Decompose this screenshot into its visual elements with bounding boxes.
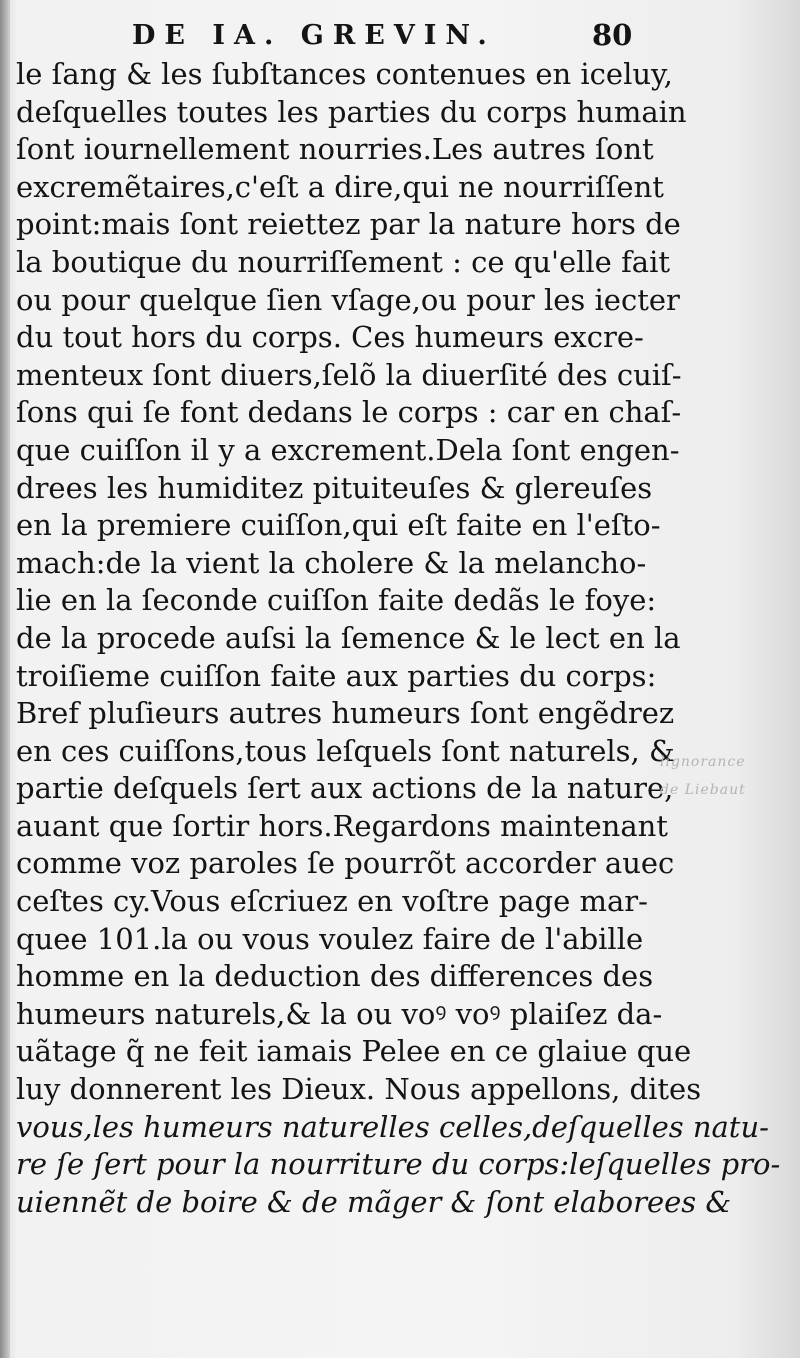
text-line: quee 101.la ou vous voulez faire de l'abille (16, 921, 644, 956)
text-line: deſquelles toutes les parties du corps humain (16, 94, 687, 129)
bleed-text: lignorance (660, 754, 746, 770)
text-line: luy donnerent les Dieux. Nous appellons, dites (16, 1072, 702, 1107)
text-line: mach:de la vient la cholere & la melancho- (16, 545, 647, 580)
page-header (0, 20, 800, 60)
text-line: de la procede auſsi la ſemence & le lect en la (16, 620, 681, 655)
text-line: ceſtes cy.Vous eſcriuez en voſtre page mar- (16, 884, 648, 919)
text-line: que cuiſſon il y a excrement.Dela ſont engen- (16, 432, 680, 467)
bleed-text: de Liebaut (660, 782, 746, 798)
running-head: DE IA. GREVIN. (132, 20, 496, 51)
text-line: Bref pluſieurs autres humeurs ſont engẽdrez (16, 696, 675, 731)
text-line: lie en la ſeconde cuiſſon faite dedãs le foye: (16, 583, 657, 618)
text-line: drees les humiditez pituiteuſes & glereuſes (16, 470, 653, 505)
text-line: troiſieme cuiſſon faite aux parties du corps: (16, 658, 657, 693)
text-line: point:mais ſont reiettez par la nature hors de (16, 207, 681, 242)
text-line: en la premiere cuiſſon,qui eſt faite en l'eſto- (16, 508, 661, 543)
text-line: humeurs naturels,& la ou voꝰ voꝰ plaiſez da- (16, 996, 663, 1031)
text-line: le ſang & les ſubſtances contenues en iceluy, (16, 57, 673, 91)
text-line: partie deſquels ſert aux actions de la nature, (16, 771, 674, 806)
text-line: en ces cuiſſons,tous leſquels ſont naturels, & (16, 733, 675, 768)
text-line: excremẽtaires,c'eſt a dire,qui ne nourriſſent (16, 169, 664, 204)
italic-quote-line: re ſe ſert pour la nourriture du corps:leſquelles pro- (16, 1147, 781, 1182)
text-line: ſons qui ſe font dedans le corps : car en chaſ- (16, 395, 682, 430)
text-line: auant que ſortir hors.Regardons maintenant (16, 808, 668, 843)
text-line: ſont iournellement nourries.Les autres ſont (16, 132, 654, 167)
page-number: 80 (592, 18, 633, 52)
show-through-margin-note (660, 748, 780, 828)
text-line: comme voz paroles ſe pourrõt accorder auec (16, 846, 675, 881)
text-line: uãtage q̃ ne feit iamais Pelee en ce glaiue que (16, 1034, 692, 1069)
text-line: homme en la deduction des differences des (16, 959, 654, 994)
text-line: menteux ſont diuers,ſelõ la diuerſité des cuiſ- (16, 357, 682, 392)
text-line: du tout hors du corps. Ces humeurs excre- (16, 320, 644, 355)
text-line: ou pour quelque ſien vſage,ou pour les iecter (16, 282, 680, 317)
page-gutter-shadow (0, 0, 10, 1358)
italic-quote-line: vous,les humeurs naturelles celles,deſquelles natu- (16, 1109, 769, 1144)
text-line: la boutique du nourriſſement : ce qu'elle fait (16, 244, 671, 279)
italic-quote-line: uiennẽt de boire & de mãger & ſont elaborees & (16, 1184, 732, 1219)
